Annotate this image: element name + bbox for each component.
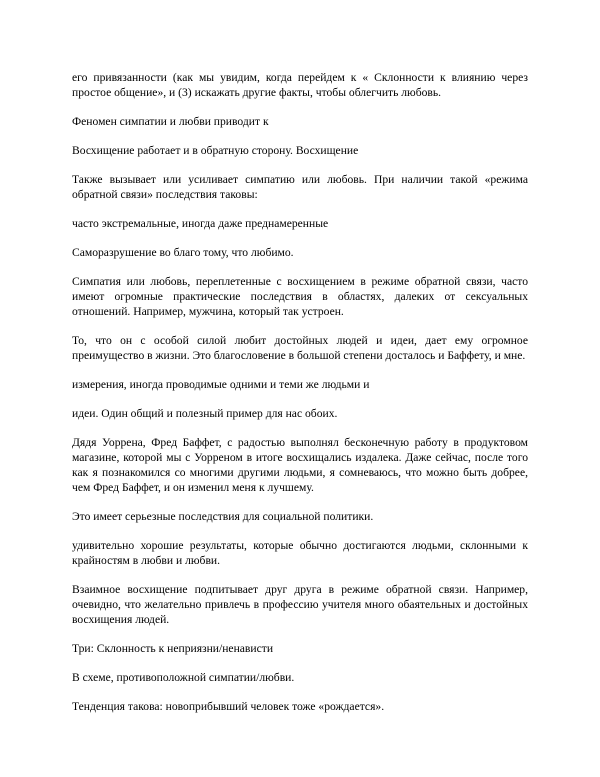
paragraph-17: Тенденция такова: новоприбывший человек тоже «рождается». [72,700,385,713]
paragraph-9: измерения, иногда проводимые одними и теми же людьми и [72,378,370,391]
paragraph-1: его привязанности (как мы увидим, когда перейдем к « Склонности к влиянию через простое общение», и (3) искажать другие факты, чтобы облегчить любовь. [72,71,528,99]
paragraph-15: Три: Склонность к неприязни/ненависти [72,642,274,655]
paragraph-12: Это имеет серьезные последствия для социальной политики. [72,510,374,523]
paragraph-4: Также вызывает или усиливает симпатию или любовь. При наличии такой «режима обратной связи» последствия таковы: [72,173,528,201]
paragraph-13: удивительно хорошие результаты, которые обычно достигаются людьми, склонными к крайностям в любви и любви. [72,539,528,567]
paragraph-2: Феномен симпатии и любви приводит к [72,115,269,128]
paragraph-16: В схеме, противоположной симпатии/любви. [72,671,295,684]
document-page [72,70,528,728]
paragraph-8: То, что он с особой силой любит достойных людей и идеи, дает ему огромное преимущество в жизни. Это благословение в большой степени досталось и Баффету, и мне. [72,334,528,362]
paragraph-11: Дядя Уоррена, Фред Баффет, с радостью выполнял бесконечную работу в продуктовом магазине, которой мы с Уорреном в итоге восхищались издалека. Даже сейчас, после того как я познакомился со многими другими людьми, я сомневаюсь, что можно быть добрее, чем Фред Баффет, и он изменил меня к лучшему. [72,436,528,494]
paragraph-3: Восхищение работает и в обратную сторону. Восхищение [72,144,359,157]
paragraph-7: Симпатия или любовь, переплетенные с восхищением в режиме обратной связи, часто имеют огромные практические последствия в областях, далеких от сексуальных отношений. Например, мужчина, который так устроен. [72,275,528,318]
paragraph-14: Взаимное восхищение подпитывает друг друга в режиме обратной связи. Например, очевидно, что желательно привлечь в профессию учителя много обаятельных и достойных восхищения людей. [72,583,528,626]
paragraph-5: часто экстремальные, иногда даже преднамеренные [72,217,329,230]
paragraph-6: Саморазрушение во благо тому, что любимо. [72,246,294,259]
paragraph-10: идеи. Один общий и полезный пример для нас обоих. [72,407,338,420]
